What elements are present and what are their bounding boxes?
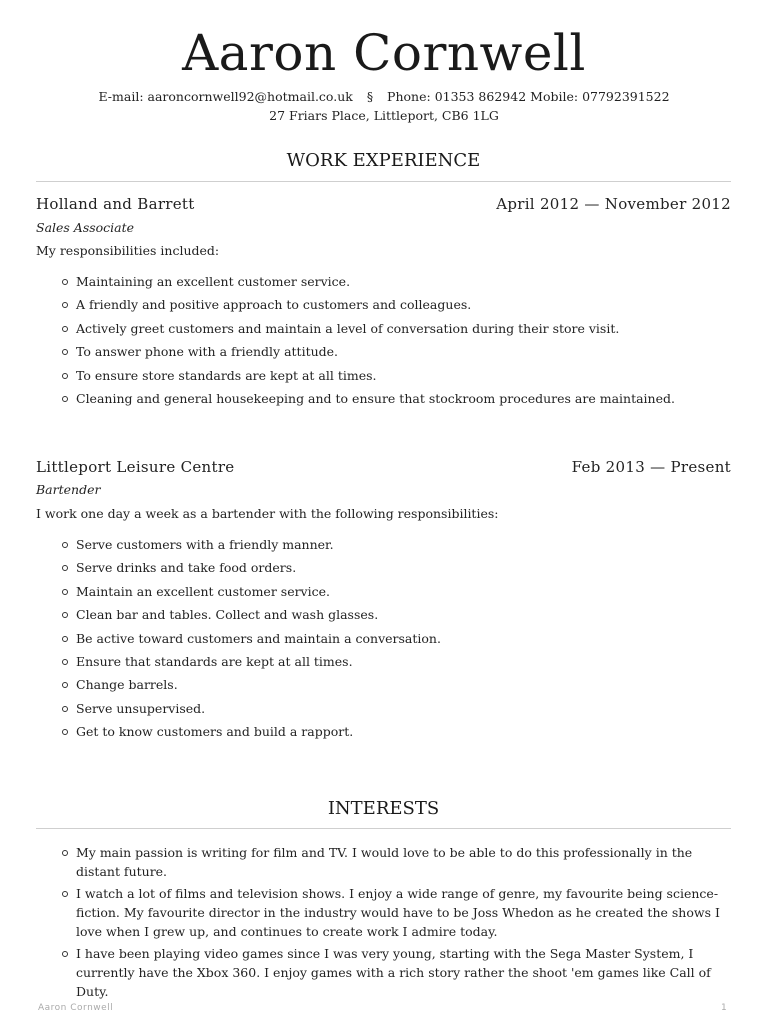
list-item: Cleaning and general housekeeping and to ensure that stockroom procedures are maintained.: [76, 389, 726, 408]
work-experience-heading: WORK EXPERIENCE: [286, 150, 481, 171]
phone-label: Phone:: [387, 89, 431, 104]
employment-dates: Feb 2013 — Present: [571, 458, 731, 476]
list-item: My main passion is writing for film and TV. I would love to be able to do this professionally in the distant future.: [76, 843, 726, 881]
employer-name: Holland and Barrett: [36, 195, 195, 213]
list-item: I watch a lot of films and television shows. I enjoy a wide range of genre, my favourite being science-fiction. My favourite director in the industry would have to be Joss Whedon as he created the shows I love when I grew up, and continues to create work I admire today.: [76, 884, 726, 941]
list-item: Be active toward customers and maintain a conversation.: [76, 629, 726, 648]
employment-dates: April 2012 — November 2012: [496, 195, 731, 213]
interests-list: [36, 843, 726, 1004]
list-item: Serve drinks and take food orders.: [76, 558, 726, 577]
list-item: Ensure that standards are kept at all times.: [76, 652, 726, 671]
job-role: Sales Associate: [36, 220, 135, 235]
candidate-name: Aaron Cornwell: [182, 24, 586, 82]
list-item: Serve customers with a friendly manner.: [76, 535, 726, 554]
email-label: E-mail:: [98, 89, 144, 104]
list-item: To ensure store standards are kept at all times.: [76, 366, 726, 385]
list-item: Maintain an excellent customer service.: [76, 582, 726, 601]
list-item: Change barrels.: [76, 675, 726, 694]
footer-name: Aaron Cornwell: [38, 1003, 114, 1013]
email-address: aaroncornwell92@hotmail.co.uk: [147, 89, 353, 104]
phone-number: 01353 862942: [434, 89, 527, 104]
list-item: Clean bar and tables. Collect and wash glasses.: [76, 605, 726, 624]
list-item: To answer phone with a friendly attitude.: [76, 342, 726, 361]
list-item: Actively greet customers and maintain a level of conversation during their store visit.: [76, 319, 726, 338]
address-line: 27 Friars Place, Littleport, CB6 1LG: [269, 108, 499, 123]
section-divider: [36, 828, 731, 829]
list-item: A friendly and positive approach to customers and colleagues.: [76, 295, 726, 314]
page-number: 1: [721, 1003, 727, 1013]
job-header: [36, 458, 731, 476]
list-item: Maintaining an excellent customer service.: [76, 272, 726, 291]
responsibility-list: [36, 272, 726, 412]
interests-heading: INTERESTS: [327, 798, 440, 819]
mobile-label: Mobile:: [530, 89, 579, 104]
contact-line: [0, 89, 768, 104]
mobile-number: 07792391522: [582, 89, 670, 104]
employer-name: Littleport Leisure Centre: [36, 458, 235, 476]
job-role: Bartender: [36, 482, 101, 497]
job-header: [36, 195, 731, 213]
section-sign-separator: §: [366, 89, 374, 104]
list-item: Get to know customers and build a rapport.: [76, 722, 726, 741]
list-item: Serve unsupervised.: [76, 699, 726, 718]
responsibility-list: [36, 535, 726, 746]
list-item: I have been playing video games since I was very young, starting with the Sega Master System, I currently have the Xbox 360. I enjoy games with a rich story rather the shoot 'em games like Call of Duty.: [76, 944, 726, 1001]
job-intro: My responsibilities included:: [36, 243, 220, 258]
section-divider: [36, 181, 731, 182]
job-intro: I work one day a week as a bartender with the following responsibilities:: [36, 506, 499, 521]
